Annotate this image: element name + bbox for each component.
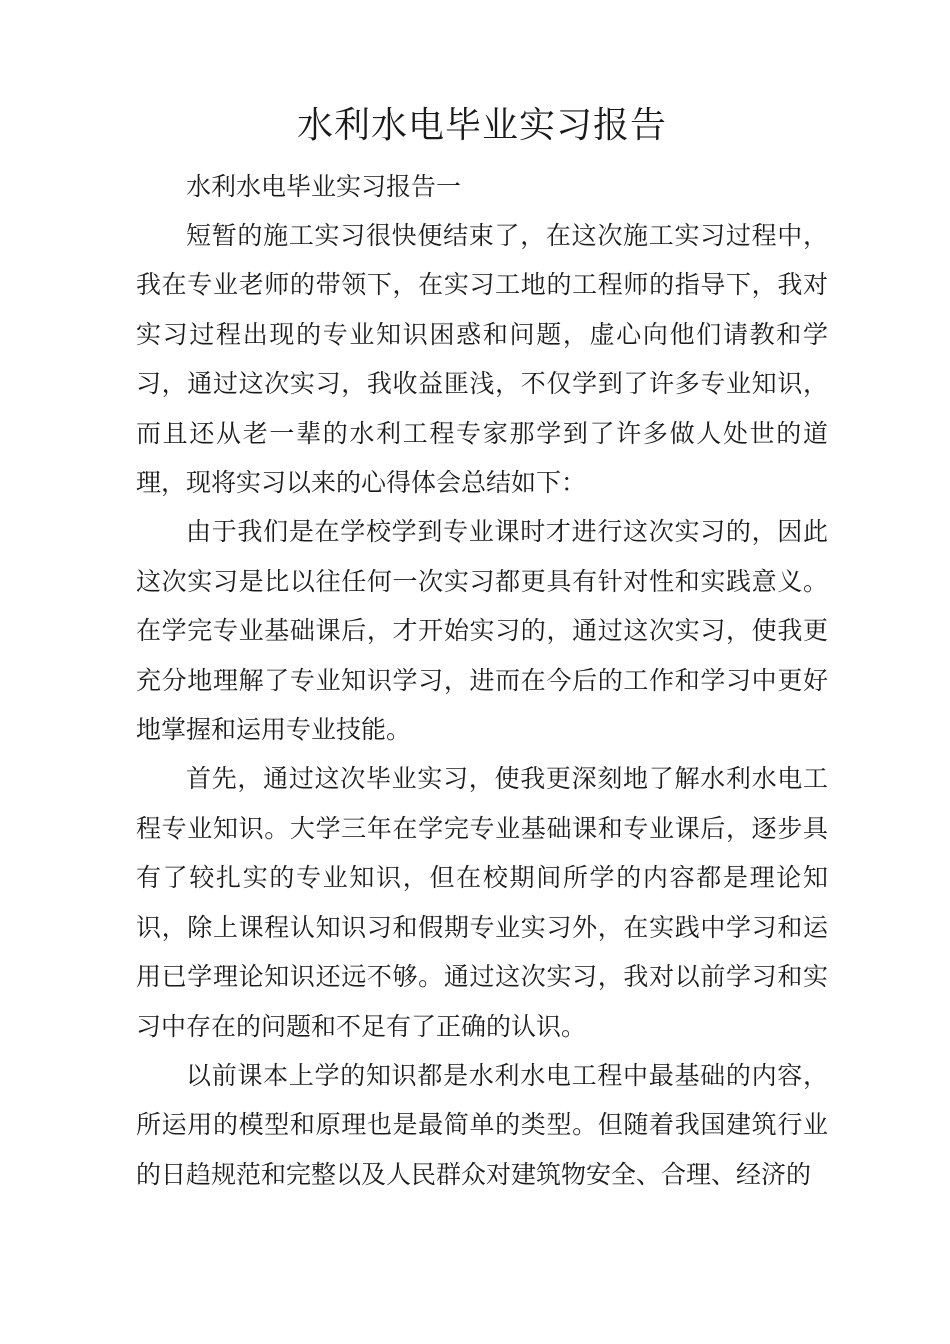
document-subtitle: 水利水电毕业实习报告一 bbox=[186, 172, 462, 201]
paragraph-4: 以前课本上学的知识都是水利水电工程中最基础的内容，所运用的模型和原理也是最简单的类型。但随着我国建筑行业的日趋规范和完整以及人民群众对建筑物安全、合理、经济的 bbox=[136, 1060, 828, 1189]
paragraph-2: 由于我们是在学校学到专业课时才进行这次实习的，因此这次实习是比以往任何一次实习都更具有针对性和实践意义。在学完专业基础课后，才开始实习的，通过这次实习，使我更充分地理解了专业知识学习，进而在今后的工作和学习中更好地掌握和运用专业技能。 bbox=[136, 517, 828, 745]
document-page bbox=[136, 96, 828, 1199]
paragraph-1: 短暂的施工实习很快便结束了，在这次施工实习过程中，我在专业老师的带领下，在实习工地的工程师的指导下，我对实习过程出现的专业知识困惑和问题，虚心向他们请教和学习，通过这次实习，我收益匪浅，不仅学到了许多专业知识，而且还从老一辈的水利工程专家那学到了许多做人处世的道理，现将实习以来的心得体会总结如下： bbox=[136, 221, 828, 498]
document-title: 水利水电毕业实习报告 bbox=[296, 105, 667, 146]
paragraph-3: 首先，通过这次毕业实习，使我更深刻地了解水利水电工程专业知识。大学三年在学完专业基础课和专业课后，逐步具有了较扎实的专业知识，但在校期间所学的内容都是理论知识，除上课程认知识习和假期专业实习外，在实践中学习和运用已学理论知识还远不够。通过这次实习，我对以前学习和实习中存在的问题和不足有了正确的认识。 bbox=[136, 764, 828, 1041]
